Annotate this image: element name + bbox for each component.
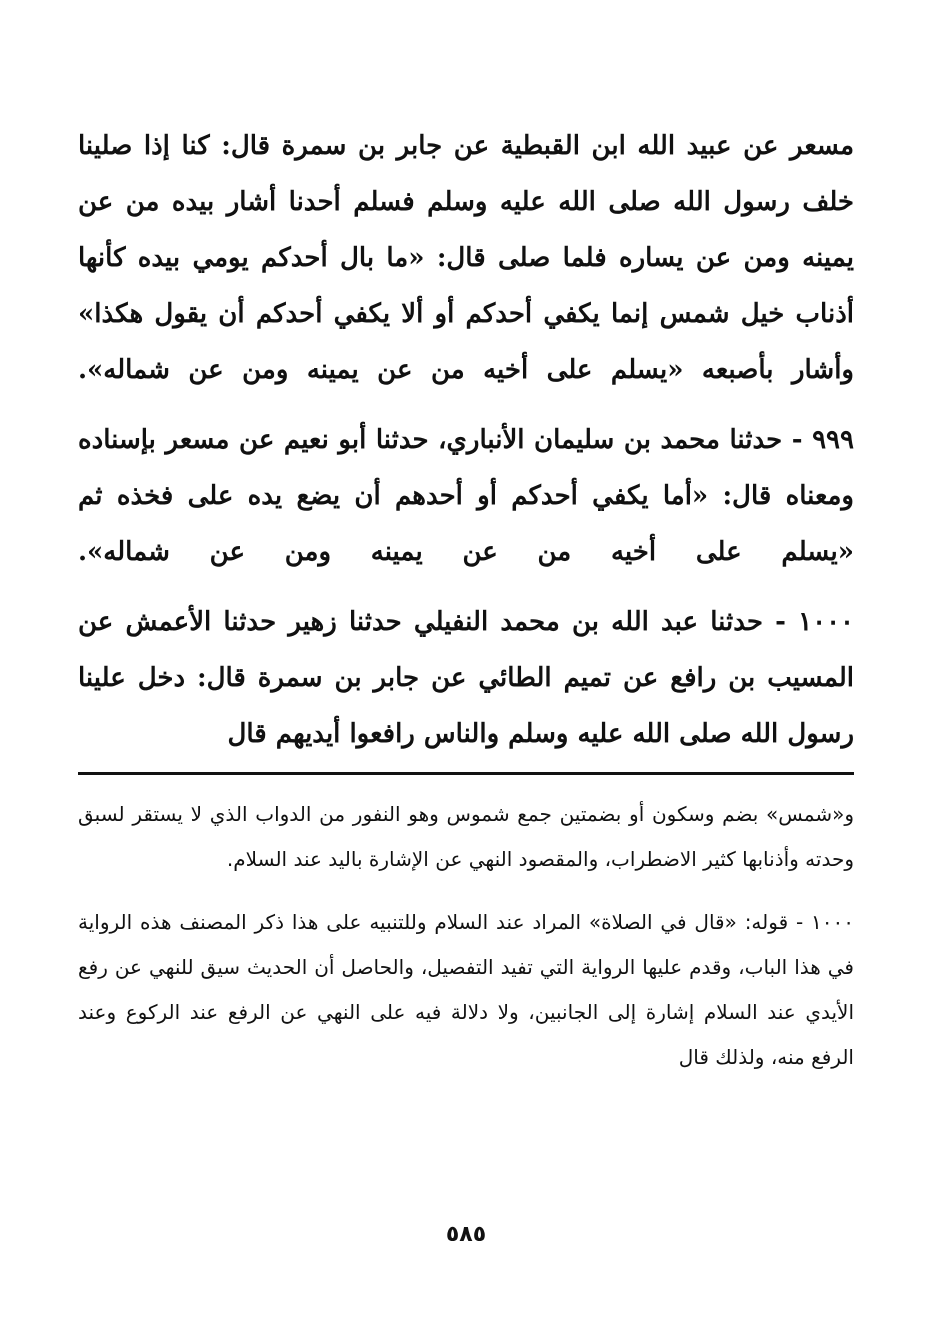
footnote-paragraph-2: ١٠٠٠ - قوله: «قال في الصلاة» المراد عند السلام وللتنبيه على هذا ذكر المصنف هذه الرواية في هذا الباب، وقدم عليها الرواية التي تفيد التفصيل، والحاصل أن الحديث سيق للنهي عن رفع الأيدي عند السلام إشارة إلى الجانبين، ولا دلالة فيه على النهي عن الرفع عند الركوع وعند الرفع منه، ولذلك قال: [78, 910, 854, 1069]
main-text-block: [78, 118, 854, 762]
main-paragraph-3: ١٠٠٠ - حدثنا عبد الله بن محمد النفيلي حدثنا زهير حدثنا الأعمش عن المسيب بن رافع عن تميم الطائي عن جابر بن سمرة قال: دخل علينا رسول الله صلى الله عليه وسلم والناس رافعوا أيديهم قال: [78, 607, 854, 749]
footnote-paragraph-1: و«شمس» بضم وسكون أو بضمتين جمع شموس وهو النفور من الدواب الذي لا يستقر لسبق وحدته وأذنابها كثير الاضطراب، والمقصود النهي عن الإشارة باليد عند السلام.: [78, 802, 854, 871]
main-paragraph-2: ٩٩٩ - حدثنا محمد بن سليمان الأنباري، حدثنا أبو نعيم عن مسعر بإسناده ومعناه قال: «أما يكفي أحدكم أو أحدهم أن يضع يده على فخذه ثم «يسلم على أخيه من عن يمينه ومن عن شماله».: [78, 425, 854, 567]
page-number: ٥٨٥: [445, 1222, 487, 1247]
footnote-separator: [78, 772, 854, 775]
footnotes-block: [78, 792, 854, 1080]
main-paragraph-1: مسعر عن عبيد الله ابن القبطية عن جابر بن سمرة قال: كنا إذا صلينا خلف رسول الله صلى الله عليه وسلم فسلم أحدنا أشار بيده من عن يمينه ومن عن يساره فلما صلى قال: «ما بال أحدكم يومي بيده كأنها أذناب خيل شمس إنما يكفي أحدكم أو ألا يكفي أحدكم أن يقول هكذا» وأشار بأصبعه «يسلم على أخيه من عن يمينه ومن عن شماله».: [78, 131, 854, 385]
